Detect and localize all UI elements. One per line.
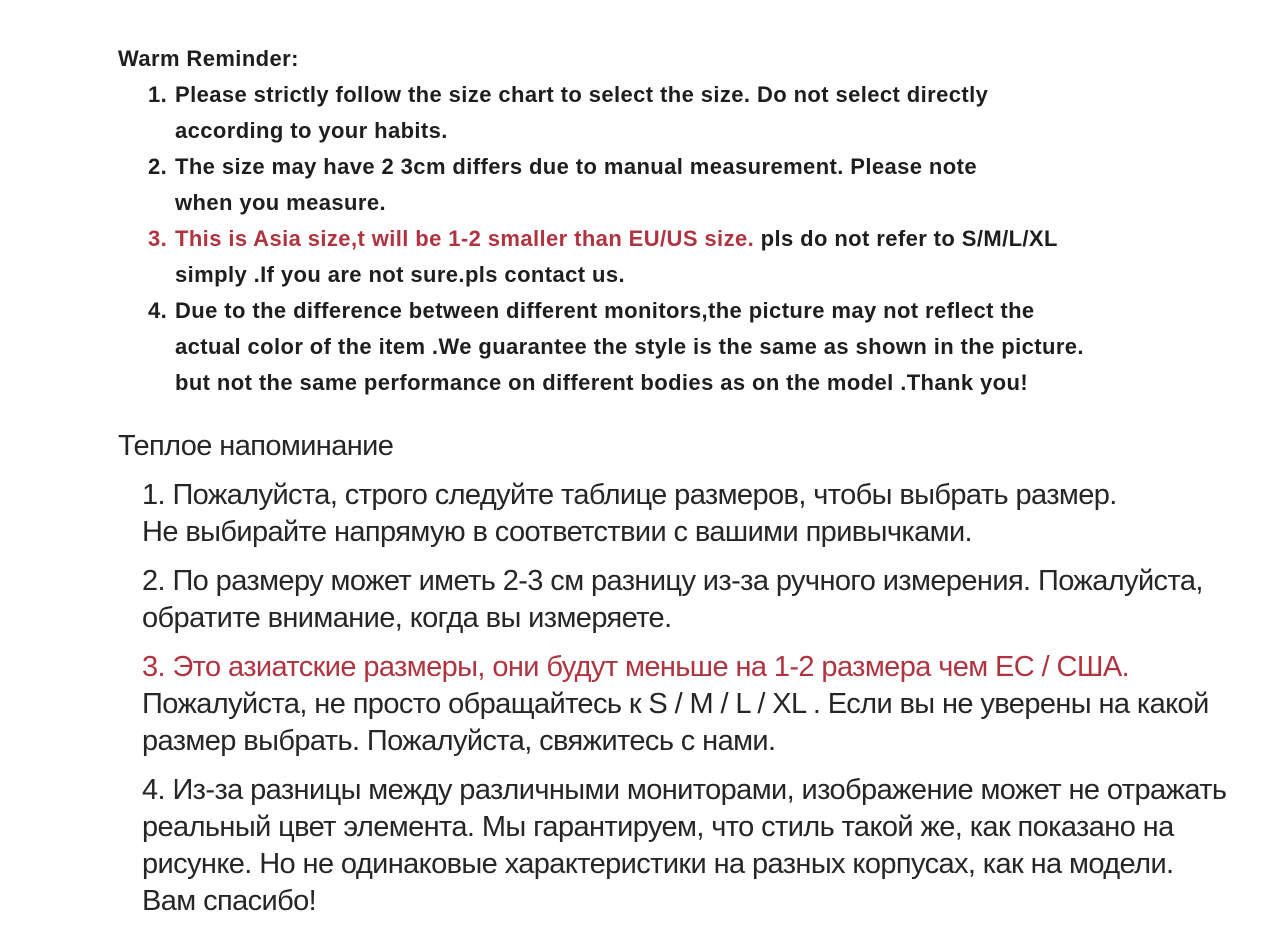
russian-paragraph-3-line-3: размер выбрать. Пожалуйста, свяжитесь с нами. xyxy=(142,725,776,757)
english-item-3-line-1 xyxy=(175,221,1280,257)
russian-paragraph-3-red-line: 3. Это азиатские размеры, они будут меньше на 1-2 размера чем ЕС / США. xyxy=(142,651,1130,683)
russian-paragraph-1 xyxy=(142,477,1280,551)
english-item-4-line-3: but not the same performance on different bodies as on the model .Thank you! xyxy=(175,370,1029,395)
russian-paragraph-4-line-2: реальный цвет элемента. Мы гарантируем, что стиль такой же, как показано на xyxy=(142,811,1174,843)
russian-paragraph-2-line-1: 2. По размеру может иметь 2-3 см разницу из-за ручного измерения. Пожалуйста, xyxy=(142,565,1203,597)
russian-paragraph-1-line-1: 1. Пожалуйста, строго следуйте таблице размеров, чтобы выбрать размер. xyxy=(142,479,1117,511)
english-item-3-red-text: This is Asia size,t will be 1-2 smaller than EU/US size. xyxy=(175,226,755,251)
russian-paragraph-3 xyxy=(142,649,1280,760)
russian-paragraph-4 xyxy=(142,772,1280,920)
english-item-3-line-2: simply .If you are not sure.pls contact us. xyxy=(175,262,625,287)
russian-paragraph-2 xyxy=(142,563,1280,637)
english-item-2 xyxy=(148,149,1280,221)
english-item-2-number: 2. xyxy=(148,154,168,179)
english-item-3 xyxy=(148,221,1280,293)
english-item-1 xyxy=(148,77,1280,149)
russian-paragraph-4-line-3: рисунке. Но не одинаковые характеристики на разных корпусах, как на модели. xyxy=(142,848,1174,880)
english-item-2-line-1: The size may have 2 3cm differs due to manual measurement. Please note xyxy=(175,154,977,179)
russian-paragraph-3-line-2: Пожалуйста, не просто обращайтесь к S / M / L / XL . Если вы не уверены на какой xyxy=(142,688,1209,720)
russian-paragraph-4-line-1: 4. Из-за разницы между различными мониторами, изображение может не отражать xyxy=(142,774,1227,806)
russian-paragraph-2-line-2: обратите внимание, когда вы измеряете. xyxy=(142,602,672,634)
english-item-4-line-1: Due to the difference between different monitors,the picture may not reflect the xyxy=(175,298,1035,323)
english-item-3-black-text: pls do not refer to S/M/L/XL xyxy=(760,226,1058,251)
english-item-4-line-2: actual color of the item .We guarantee the style is the same as shown in the picture. xyxy=(175,334,1084,359)
russian-section xyxy=(118,427,1280,920)
russian-paragraph-4-line-4: Вам спасибо! xyxy=(142,885,317,917)
english-item-3-number: 3. xyxy=(148,226,168,251)
english-title: Warm Reminder: xyxy=(118,46,299,71)
english-item-4-number: 4. xyxy=(148,298,168,323)
english-item-1-line-1: Please strictly follow the size chart to select the size. Do not select directly xyxy=(175,82,989,107)
english-item-4 xyxy=(148,293,1280,401)
russian-paragraph-1-line-2: Не выбирайте напрямую в соответствии с вашими привычками. xyxy=(142,516,973,548)
english-item-2-line-2: when you measure. xyxy=(175,190,386,215)
english-item-1-number: 1. xyxy=(148,82,168,107)
english-item-1-line-2: according to your habits. xyxy=(175,118,448,143)
english-section xyxy=(118,40,1280,401)
russian-title: Теплое напоминание xyxy=(118,430,394,462)
